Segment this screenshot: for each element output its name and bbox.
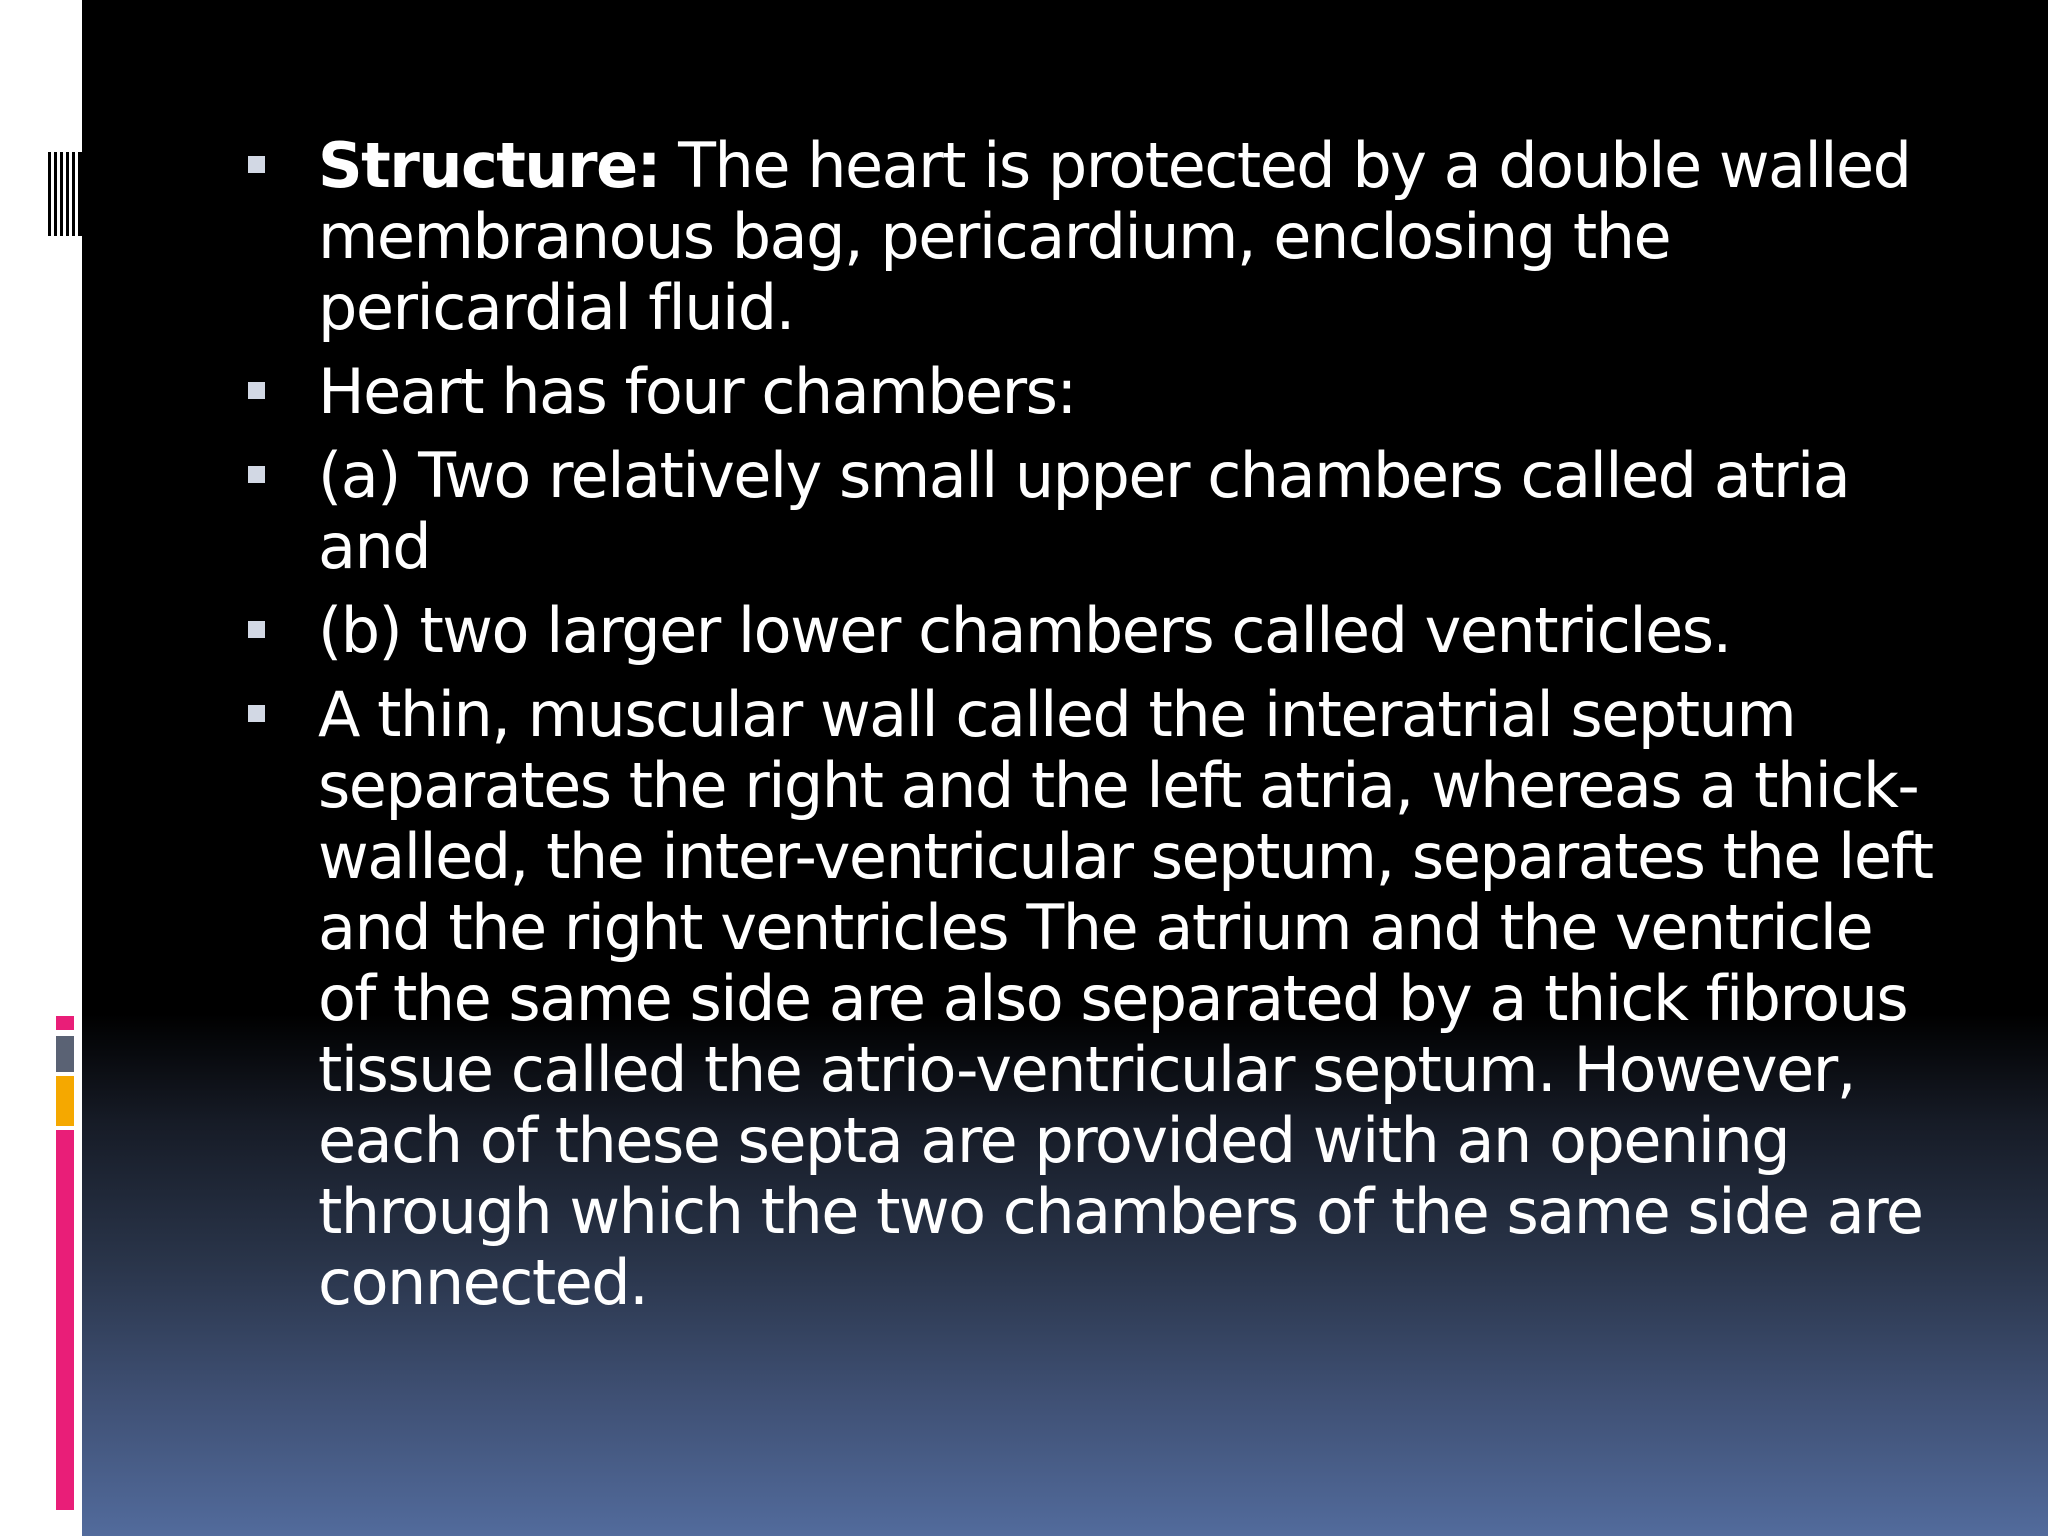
left-decorative-strip bbox=[0, 0, 82, 1536]
vertical-lines-ornament bbox=[48, 152, 82, 236]
square-bullet-icon bbox=[248, 382, 265, 399]
bullet-item-atria bbox=[318, 440, 1938, 582]
orange-bar-segment bbox=[56, 1076, 74, 1126]
bullet-lead-text: Structure: bbox=[318, 129, 660, 202]
bullet-item-structure bbox=[318, 130, 1938, 343]
bullet-item-four-chambers bbox=[318, 356, 1938, 427]
bullet-text: The heart is protected by a double walled membranous bag, pericardium, enclosing the pericardial fluid. bbox=[318, 129, 1911, 344]
square-bullet-icon bbox=[248, 621, 265, 638]
square-bullet-icon bbox=[248, 156, 265, 173]
square-bullet-icon bbox=[248, 466, 265, 483]
gray-bar-segment bbox=[56, 1036, 74, 1072]
bullet-text: Heart has four chambers: bbox=[318, 355, 1076, 428]
bullet-list bbox=[318, 130, 1938, 1331]
pink-bar-segment-long bbox=[56, 1130, 74, 1510]
bullet-text: A thin, muscular wall called the interatrial septum separates the right and the left atria, whereas a thick-walled, the inter-ventricular septum, separates the left and the right ventricles The atrium and the ventricle of the same side are also separated by a thick fibrous tissue called the atrio-ventricular septum. However, each of these septa are provided with an opening through which the two chambers of the same side are connected. bbox=[318, 678, 1933, 1319]
bullet-item-ventricles bbox=[318, 595, 1938, 666]
pink-bar-segment-top bbox=[56, 1016, 74, 1030]
bullet-text: (b) two larger lower chambers called ventricles. bbox=[318, 594, 1731, 667]
bullet-text: (a) Two relatively small upper chambers called atria and bbox=[318, 439, 1850, 583]
square-bullet-icon bbox=[248, 705, 265, 722]
bullet-item-septum bbox=[318, 679, 1938, 1318]
